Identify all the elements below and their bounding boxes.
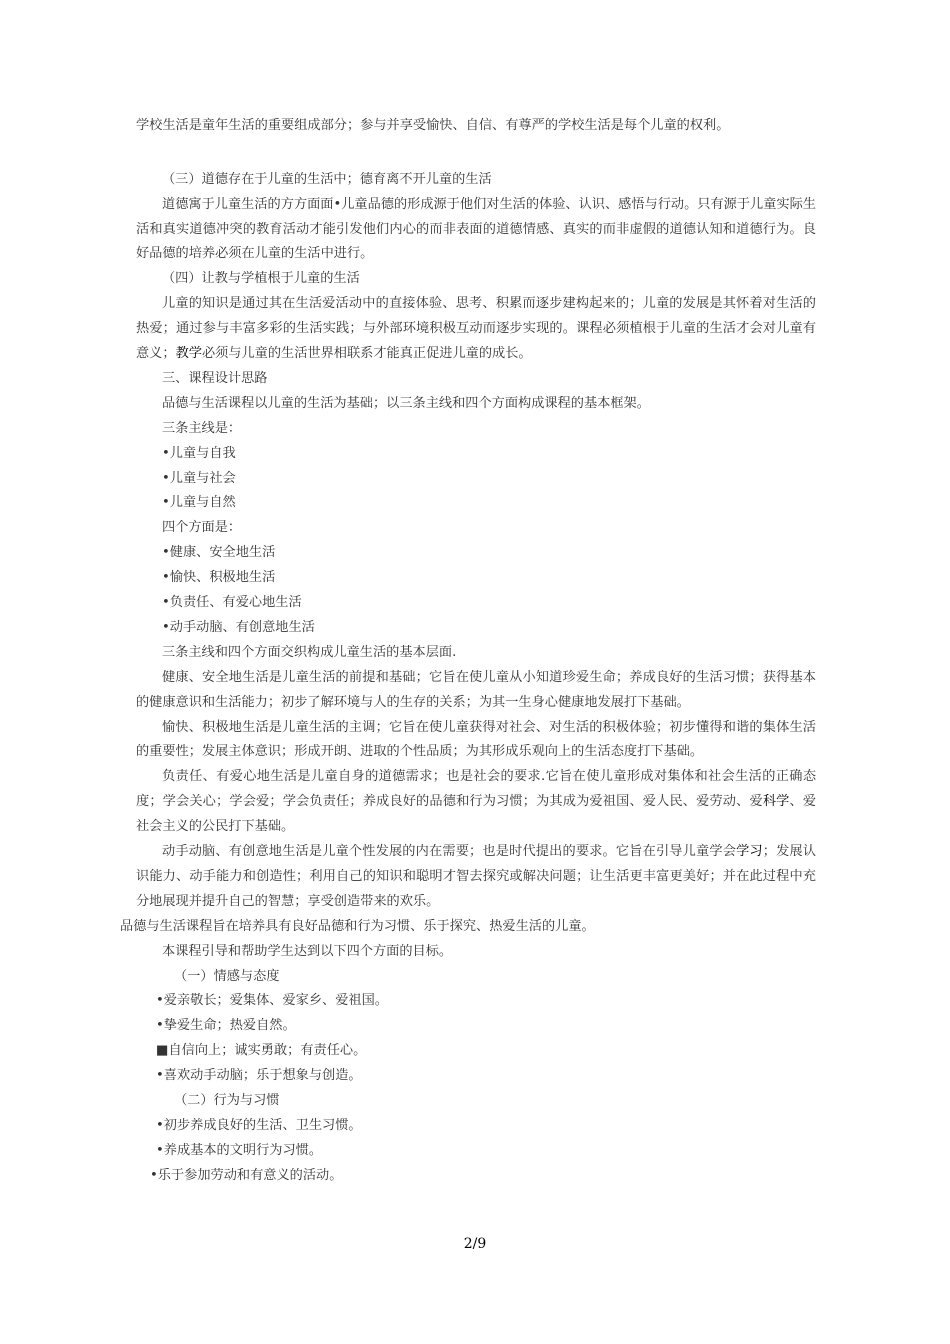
text-line: 三条主线是： (162, 420, 242, 436)
list-item: •初步养成良好的生活、卫生习惯。 (156, 1117, 362, 1133)
list-item: •挚爱生命；热爱自然。 (156, 1018, 296, 1034)
blank-line (136, 139, 816, 164)
text-line: 三条主线和四个方面交织构成儿童生活的基本层面. (162, 644, 457, 660)
paragraph (136, 765, 816, 840)
subheading: （一）情感与态度 (174, 968, 280, 984)
list-item: •儿童与自我 (162, 445, 236, 461)
paragraph-text: 必须与儿童的生活世界相联系才能真正促进儿童的成长。 (201, 346, 532, 362)
subheading: （二）行为与习惯 (174, 1092, 280, 1108)
list-item: •负责任、有爱心地生活 (162, 595, 302, 611)
page-number: 2/9 (463, 1236, 487, 1252)
text-line: 学校生活是童年生活的重要组成部分；参与并享受愉快、自信、有尊严的学校生活是每个儿童的权利。 (136, 118, 730, 133)
paragraph-text: 儿童的知识是通过其在生活爱活动中的直接体验、思考、积累而逐步建构起来的；儿童的发展是其怀着对生活的热爱；通过参与丰富多彩的生活实践；与外部环境积极互动而逐步实现的。课程必须植根于儿童的生活才会对儿童有意义； (136, 296, 816, 362)
paragraph: 道德寓于儿童生活的方方面面•儿童品德的形成源于他们对生活的体验、认识、感悟与行动。只有源于儿童实际生活和真实道德冲突的教育活动才能引发他们内心的而非表面的道德情感、真实的而非虚假的道德认知和道德行为。良好品德的培养必须在儿童的生活中进行。 (136, 196, 816, 262)
list-item: •乐于参加劳动和有意义的活动。 (150, 1167, 343, 1183)
document-body (120, 114, 817, 1189)
paragraph (136, 840, 816, 915)
text-line: 品德与生活课程旨在培养具有良好品德和行为习惯、乐于探究、热爱生活的儿童。 (120, 918, 595, 934)
subheading: （四）让教与学植根于儿童的生活 (162, 271, 360, 287)
link-text[interactable]: 科学 (762, 794, 790, 810)
paragraph-text: 、爱社会主义的公民打下基础。 (136, 794, 817, 835)
text-line: 四个方面是： (162, 520, 242, 536)
list-item: •养成基本的文明行为习惯。 (156, 1142, 323, 1158)
paragraph (136, 292, 816, 367)
list-item: •动手动脑、有创意地生活 (162, 619, 315, 635)
section-heading: 三、课程设计思路 (162, 371, 268, 386)
paragraph-text: 负责任、有爱心地生活是儿童自身的道德需求；也是社会的要求.它旨在使儿童形成对集体和社会生活的正确态度；学会关心；学会爱；学会负责任；养成良好的品德和行为习惯；为其成为爱祖国、爱人民、爱劳动、爱 (136, 769, 816, 810)
paragraph: 健康、安全地生活是儿童生活的前提和基础；它旨在使儿童从小知道珍爱生命；养成良好的生活习惯；获得基本的健康意识和生活能力；初步了解环境与人的生存的关系；为其一生身心健康地发展打下基础。 (136, 669, 816, 710)
list-item: ■自信向上；诚实勇敢；有责任心。 (156, 1043, 367, 1059)
link-text[interactable]: 学习 (736, 844, 763, 860)
paragraph: 愉快、积极地生活是儿童生活的主调；它旨在使儿童获得对社会、对生活的积极体验；初步懂得和谐的集体生活的重要性；发展主体意识；形成开朗、进取的个性品质；为其形成乐观向上的生活态度打下基础。 (136, 719, 816, 760)
list-item: •健康、安全地生活 (162, 545, 276, 561)
text-line: 品德与生活课程以儿童的生活为基础；以三条主线和四个方面构成课程的基本框架。 (162, 395, 650, 411)
paragraph-text: 动手动脑、有创意地生活是儿童个性发展的内在需要；也是时代提出的要求。它旨在引导儿童学会 (162, 844, 737, 860)
list-item: •儿童与自然 (162, 495, 236, 511)
paragraph-text: ；发展认识能力、动手能力和创造性；利用自己的知识和聪明才智去探究或解决问题；让生活更丰富更美好；并在此过程中充分地展现并提升自己的智慧；享受创造带来的欢乐。 (136, 844, 817, 909)
list-item: •儿童与社会 (162, 470, 236, 486)
list-item: •喜欢动手动脑；乐于想象与创造。 (156, 1068, 362, 1084)
list-item: •爱亲敬长；爱集体、爱家乡、爱祖国。 (156, 993, 388, 1009)
list-item: •愉快、积极地生活 (162, 570, 276, 586)
text-line: 本课程引导和帮助学生达到以下四个方面的目标。 (162, 943, 453, 959)
subheading: （三）道德存在于儿童的生活中；德育离不开儿童的生活 (162, 171, 492, 187)
link-text[interactable]: 教学 (175, 346, 202, 362)
